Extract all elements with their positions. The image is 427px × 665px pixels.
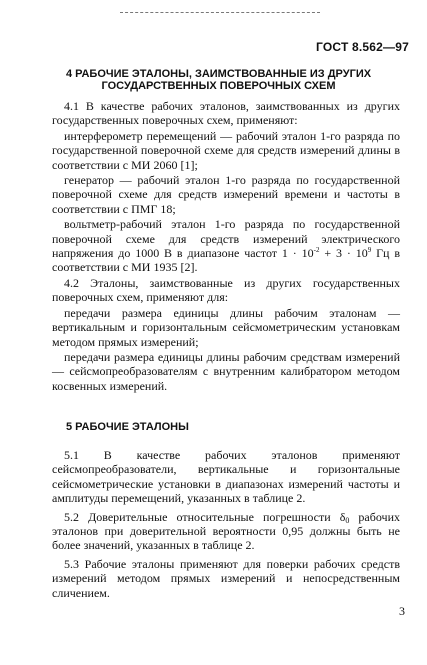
voltmeter-text-c: Гц в соответствии с МИ 1935 [2]. bbox=[52, 246, 400, 275]
standard-number: ГОСТ 8.562—97 bbox=[316, 40, 409, 54]
p5-2-text-a: 5.2 Доверительные относительные погрешности δ bbox=[64, 509, 346, 524]
voltmeter-text-b: + 3 · 10 bbox=[319, 246, 368, 261]
paragraph-5-1: 5.1 В качестве рабочих эталонов применяют сейсмопреобразователи, вертикальные и горизонтальные сейсмометрические установки в диапазонах измерений частоты и амплитуды перемещений, указанных в таблице 2. bbox=[52, 448, 400, 506]
paragraph-interferometer: интерферометр перемещений — рабочий эталон 1-го разряда по государственной поверочной схеме для средств измерений длины в соответствии с МИ 2060 [1]; bbox=[52, 128, 400, 172]
top-rule bbox=[120, 12, 320, 13]
paragraph-4-2: 4.2 Эталоны, заимствованные из других государственных поверочных схем, применяют для: bbox=[52, 275, 400, 305]
p5-2-text-b: рабочих эталонов при доверительной вероятности 0,95 должны быть не более значений, указанных в таблице 2. bbox=[52, 509, 401, 553]
section-4-heading: 4 РАБОЧИЕ ЭТАЛОНЫ, ЗАИМСТВОВАННЫЕ ИЗ ДРУГИХ ГОСУДАРСТВЕННЫХ ПОВЕРОЧНЫХ СХЕМ bbox=[65, 68, 372, 92]
section-4-body bbox=[52, 99, 400, 394]
paragraph-5-2 bbox=[52, 510, 400, 553]
voltmeter-text-a: вольтметр-рабочий эталон 1-го разряда по государственной поверочной схеме для средств измерений электрического напряжения до 1000 В в диапазоне частот 1 · 10 bbox=[52, 217, 400, 261]
section-5-body bbox=[52, 448, 400, 604]
section-5-heading: 5 РАБОЧИЕ ЭТАЛОНЫ bbox=[66, 421, 189, 433]
paragraph-generator: генератор — рабочий эталон 1-го разряда по государственной поверочной схеме для средств измерений времени и частоты в соответствии с ПМГ 18; bbox=[52, 173, 400, 216]
exponent-2: 9 bbox=[367, 246, 372, 255]
paragraph-voltmeter bbox=[52, 217, 400, 275]
page-number: 3 bbox=[399, 604, 405, 618]
exponent-1: -2 bbox=[313, 246, 320, 255]
paragraph-4-1: 4.1 В качестве рабочих эталонов, заимствованных из других государственных поверочных схем, применяют: bbox=[52, 99, 400, 128]
paragraph-5-3: 5.3 Рабочие эталоны применяют для поверки рабочих средств измерений методом прямых измерений и непосредственным сличением. bbox=[52, 556, 400, 600]
paragraph-transfer-direct: передачи размера единицы длины рабочим эталонам — вертикальным и горизонтальным сейсмометрическим установкам методом прямых измерений; bbox=[52, 305, 400, 349]
delta-subscript: 0 bbox=[345, 515, 350, 525]
paragraph-transfer-indirect: передачи размера единицы длины рабочим средствам измерений — сейсмопреобразователям с внутренним калибратором методом косвенных измерений. bbox=[52, 349, 400, 393]
